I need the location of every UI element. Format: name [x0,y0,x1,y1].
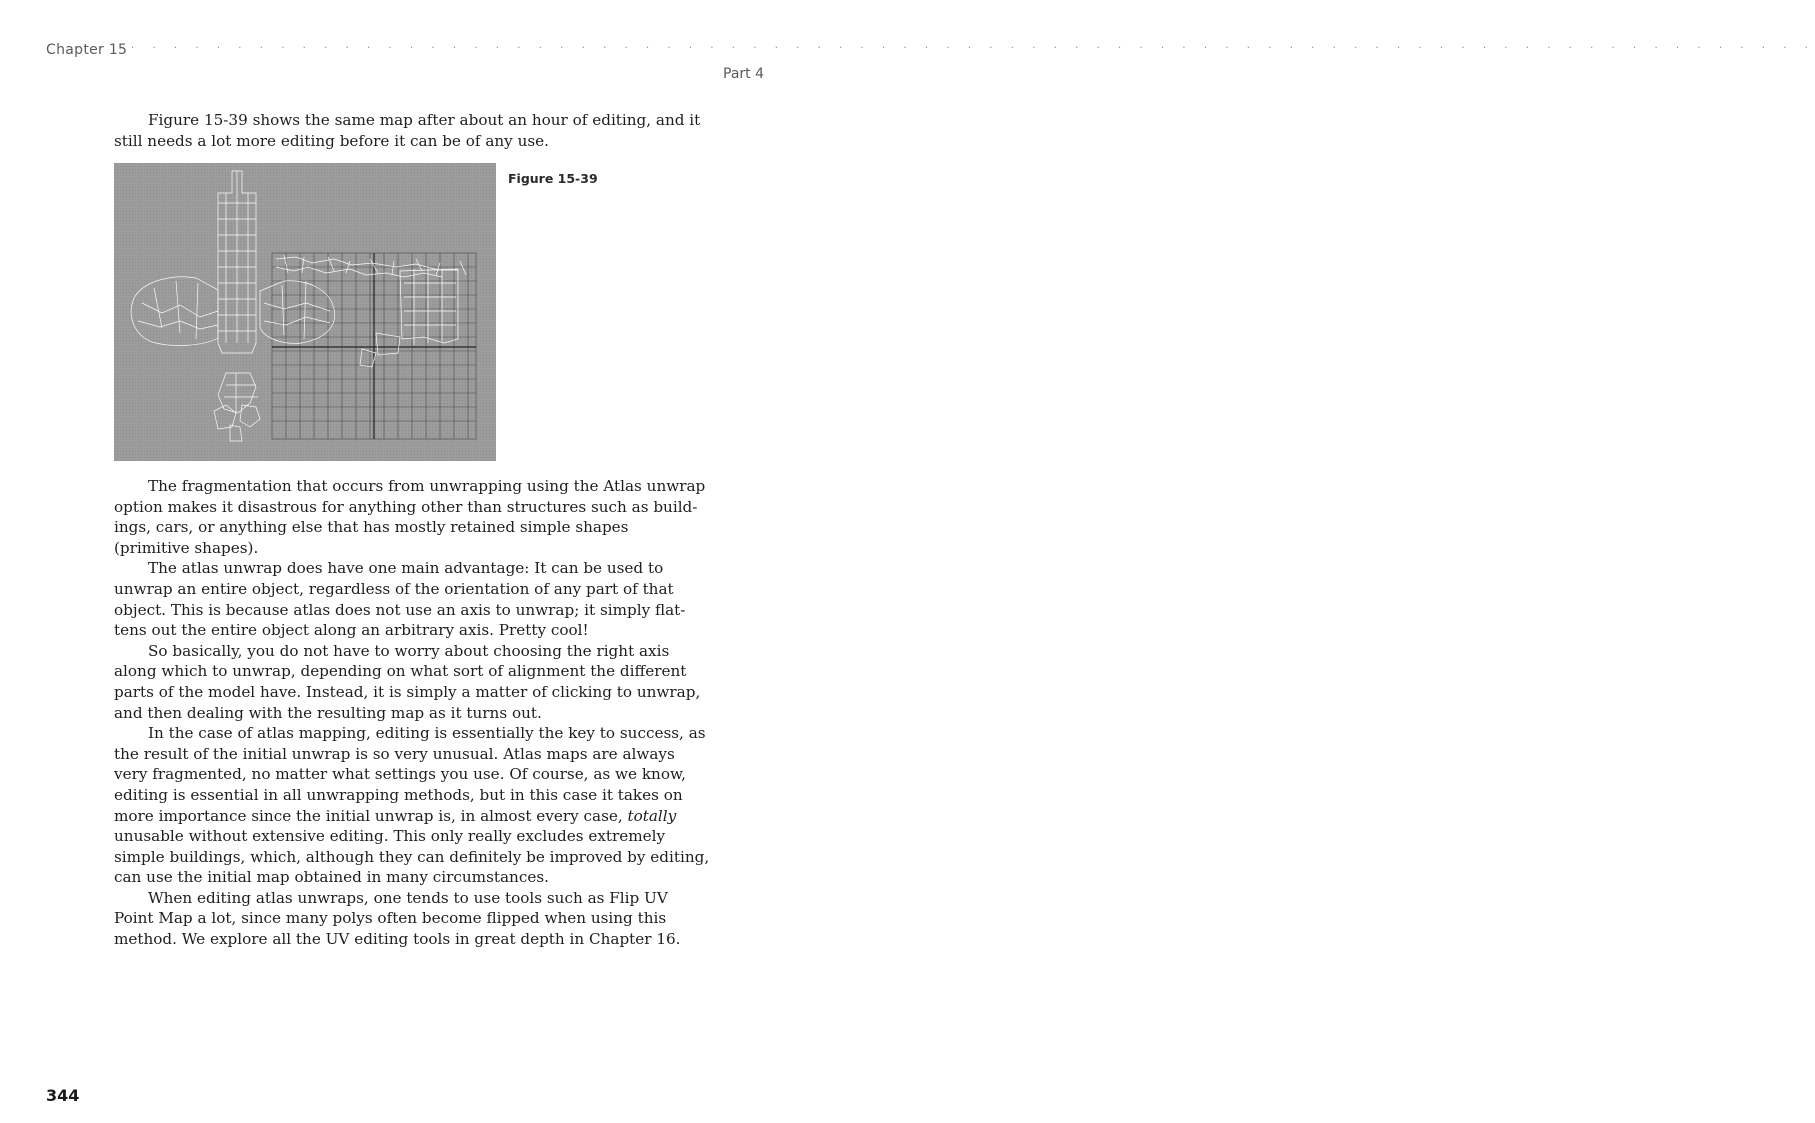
body-paragraph [114,476,714,950]
text-line: can use the initial map obtained in many circumstances. [114,868,549,887]
uv-map-figure [114,163,496,461]
figure-caption: Figure 15-39 [508,171,598,186]
uv-wireframe-image [114,163,496,461]
text-line: unusable without extensive editing. This only really excludes extremely [114,827,666,846]
text-line: simple buildings, which, although they can definitely be improved by editing, [114,847,710,866]
intro-paragraph [114,110,714,151]
text-line: When editing atlas unwraps, one tends to use tools such as Flip UV [148,888,668,907]
chapter-label: Chapter 15 [46,42,128,58]
text-line: parts of the model have. Instead, it is simply a matter of clicking to unwrap, [114,682,701,701]
text-line: So basically, you do not have to worry about choosing the right axis [148,641,670,660]
text-line: and then dealing with the resulting map as it turns out. [114,703,542,722]
text-line: still needs a lot more editing before it can be of any use. [114,131,549,150]
text-line: object. This is because atlas does not use an axis to unwrap; it simply flat- [114,600,686,619]
text-line: very fragmented, no matter what settings you use. Of course, as we know, [114,765,686,784]
header-dot-leader: · · · · · · · · · · · · · · · · · · · · · · · · · · · · · · · · · · · · · · · · · · · · · · · · · · · · · · · · · · · · · · · · · · · · · · · · · · · · · · · [131,43,1815,54]
text-line: more importance since the initial unwrap is, in almost every case, totally [114,806,677,825]
text-line: ings, cars, or anything else that has mostly retained simple shapes [114,518,629,537]
text-line: In the case of atlas mapping, editing is essentially the key to success, as [148,724,706,743]
page-number: 344 [46,1086,80,1105]
text-line: (primitive shapes). [114,538,259,557]
text-line: option makes it disastrous for anything other than structures such as build- [114,497,698,516]
text-line: The fragmentation that occurs from unwrapping using the Atlas unwrap [148,477,706,495]
text-line: tens out the entire object along an arbitrary axis. Pretty cool! [114,621,589,640]
text-line: unwrap an entire object, regardless of the orientation of any part of that [114,579,674,598]
text-line: Point Map a lot, since many polys often become flipped when using this [114,909,667,928]
part-label: Part 4 [723,66,764,82]
text-line: method. We explore all the UV editing tools in great depth in Chapter 16. [114,930,681,949]
text-line: Figure 15-39 shows the same map after about an hour of editing, and it [148,111,701,129]
text-line: the result of the initial unwrap is so very unusual. Atlas maps are always [114,744,675,763]
text-line: The atlas unwrap does have one main advantage: It can be used to [148,559,664,578]
text-line: along which to unwrap, depending on what sort of alignment the different [114,662,687,681]
text-line: editing is essential in all unwrapping methods, but in this case it takes on [114,785,683,804]
